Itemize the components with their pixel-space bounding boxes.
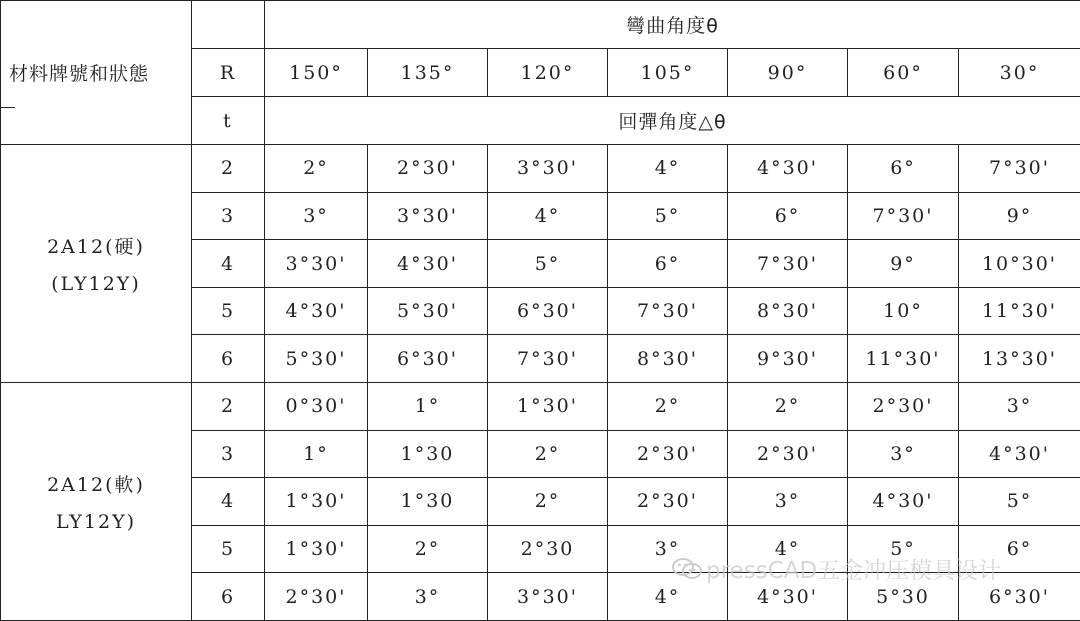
- springback-value-cell: 3°30': [265, 240, 368, 288]
- angle-header-135: 135°: [368, 49, 488, 97]
- angle-header-105: 105°: [608, 49, 728, 97]
- material-header-label: 材料牌號和狀態: [9, 63, 150, 86]
- rt-cell: 6: [192, 335, 265, 383]
- springback-value-cell: 6°30': [368, 335, 488, 383]
- springback-value-cell: 4°30': [368, 240, 488, 288]
- springback-value-cell: 2°30': [608, 478, 728, 526]
- angle-header-60: 60°: [848, 49, 959, 97]
- springback-value-cell: 4°30': [728, 145, 848, 193]
- springback-value-cell: 4°30': [265, 287, 368, 335]
- springback-value-cell: 2°: [368, 525, 488, 573]
- rt-cell: 2: [192, 145, 265, 193]
- rt-cell: 2: [192, 383, 265, 431]
- springback-value-cell: 6°: [608, 240, 728, 288]
- springback-value-cell: 7°30': [608, 287, 728, 335]
- rt-cell: 3: [192, 430, 265, 478]
- springback-value-cell: 4°: [728, 525, 848, 573]
- springback-value-cell: 5°30': [265, 335, 368, 383]
- springback-value-cell: 5°30': [368, 287, 488, 335]
- rt-cell: 4: [192, 478, 265, 526]
- springback-value-cell: 11°30': [959, 287, 1080, 335]
- springback-value-cell: 1°30': [265, 478, 368, 526]
- springback-value-cell: 2°: [728, 383, 848, 431]
- springback-value-cell: 7°30': [959, 145, 1080, 193]
- springback-value-cell: 5°: [848, 525, 959, 573]
- springback-value-cell: 2°30': [368, 145, 488, 193]
- angle-header-90: 90°: [728, 49, 848, 97]
- springback-angle-header: 回彈角度△θ: [265, 97, 1080, 145]
- material-grade: 2A12(軟): [47, 474, 145, 496]
- springback-value-cell: 2°30: [488, 525, 608, 573]
- springback-value-cell: 3°30': [368, 192, 488, 240]
- material-code: (LY12Y): [51, 273, 141, 296]
- springback-value-cell: 3°: [265, 192, 368, 240]
- springback-value-cell: 4°: [608, 573, 728, 621]
- bend-angle-header: 彎曲角度θ: [265, 1, 1080, 49]
- springback-value-cell: 6°: [728, 192, 848, 240]
- rt-cell: 5: [192, 525, 265, 573]
- springback-value-cell: 6°: [959, 525, 1080, 573]
- springback-value-cell: 9°: [959, 192, 1080, 240]
- springback-value-cell: 3°: [848, 430, 959, 478]
- springback-value-cell: 0°30': [265, 383, 368, 431]
- r-header-top-cell: [192, 1, 265, 49]
- rt-cell: 5: [192, 287, 265, 335]
- material-cell: [1, 383, 192, 621]
- springback-value-cell: 3°: [608, 525, 728, 573]
- springback-value-cell: 5°: [488, 240, 608, 288]
- header-tick-mark: [1, 107, 15, 108]
- springback-value-cell: 2°30': [848, 383, 959, 431]
- watermark-text: pressCAD五金冲压模具设计: [706, 558, 1002, 584]
- springback-value-cell: 4°30': [848, 478, 959, 526]
- springback-value-cell: 3°: [728, 478, 848, 526]
- springback-value-cell: 2°30': [728, 430, 848, 478]
- rt-cell: 4: [192, 240, 265, 288]
- material-header-cell: [1, 1, 192, 145]
- springback-value-cell: 1°30': [488, 383, 608, 431]
- springback-value-cell: 9°: [848, 240, 959, 288]
- springback-value-cell: 7°30': [728, 240, 848, 288]
- springback-value-cell: 1°30': [265, 525, 368, 573]
- springback-value-cell: 2°30': [265, 573, 368, 621]
- springback-value-cell: 6°30': [959, 573, 1080, 621]
- table-row: [1, 145, 1080, 193]
- springback-value-cell: 5°: [959, 478, 1080, 526]
- springback-value-cell: 9°30': [728, 335, 848, 383]
- material-grade: 2A12(硬): [47, 236, 145, 259]
- springback-value-cell: 8°30': [608, 335, 728, 383]
- springback-value-cell: 7°30': [488, 335, 608, 383]
- springback-value-cell: 11°30': [848, 335, 959, 383]
- material-code: LY12Y): [55, 511, 137, 533]
- springback-value-cell: 5°: [608, 192, 728, 240]
- springback-value-cell: 3°30': [488, 145, 608, 193]
- springback-value-cell: 1°: [265, 430, 368, 478]
- rt-cell: 6: [192, 573, 265, 621]
- springback-value-cell: 5°30: [848, 573, 959, 621]
- springback-value-cell: 4°30': [959, 430, 1080, 478]
- springback-value-cell: 10°30': [959, 240, 1080, 288]
- r-header-label: R: [192, 49, 265, 97]
- springback-value-cell: 4°: [488, 192, 608, 240]
- springback-value-cell: 2°: [265, 145, 368, 193]
- table-row: [1, 383, 1080, 431]
- springback-value-cell: 8°30': [728, 287, 848, 335]
- springback-value-cell: 2°: [488, 478, 608, 526]
- springback-value-cell: 2°30': [608, 430, 728, 478]
- springback-value-cell: 3°: [959, 383, 1080, 431]
- springback-value-cell: 10°: [848, 287, 959, 335]
- springback-value-cell: 2°: [488, 430, 608, 478]
- springback-value-cell: 4°30': [728, 573, 848, 621]
- springback-value-cell: 1°: [368, 383, 488, 431]
- springback-value-cell: 1°30: [368, 430, 488, 478]
- springback-value-cell: 2°: [608, 383, 728, 431]
- angle-header-30: 30°: [959, 49, 1080, 97]
- springback-value-cell: 3°: [368, 573, 488, 621]
- material-cell: [1, 145, 192, 383]
- springback-value-cell: 6°: [848, 145, 959, 193]
- springback-value-cell: 7°30': [848, 192, 959, 240]
- springback-value-cell: 13°30': [959, 335, 1080, 383]
- springback-value-cell: 3°30': [488, 573, 608, 621]
- rt-cell: 3: [192, 192, 265, 240]
- t-header-label: t: [192, 97, 265, 145]
- springback-value-cell: 4°: [608, 145, 728, 193]
- angle-header-150: 150°: [265, 49, 368, 97]
- springback-value-cell: 6°30': [488, 287, 608, 335]
- springback-value-cell: 1°30: [368, 478, 488, 526]
- angle-header-120: 120°: [488, 49, 608, 97]
